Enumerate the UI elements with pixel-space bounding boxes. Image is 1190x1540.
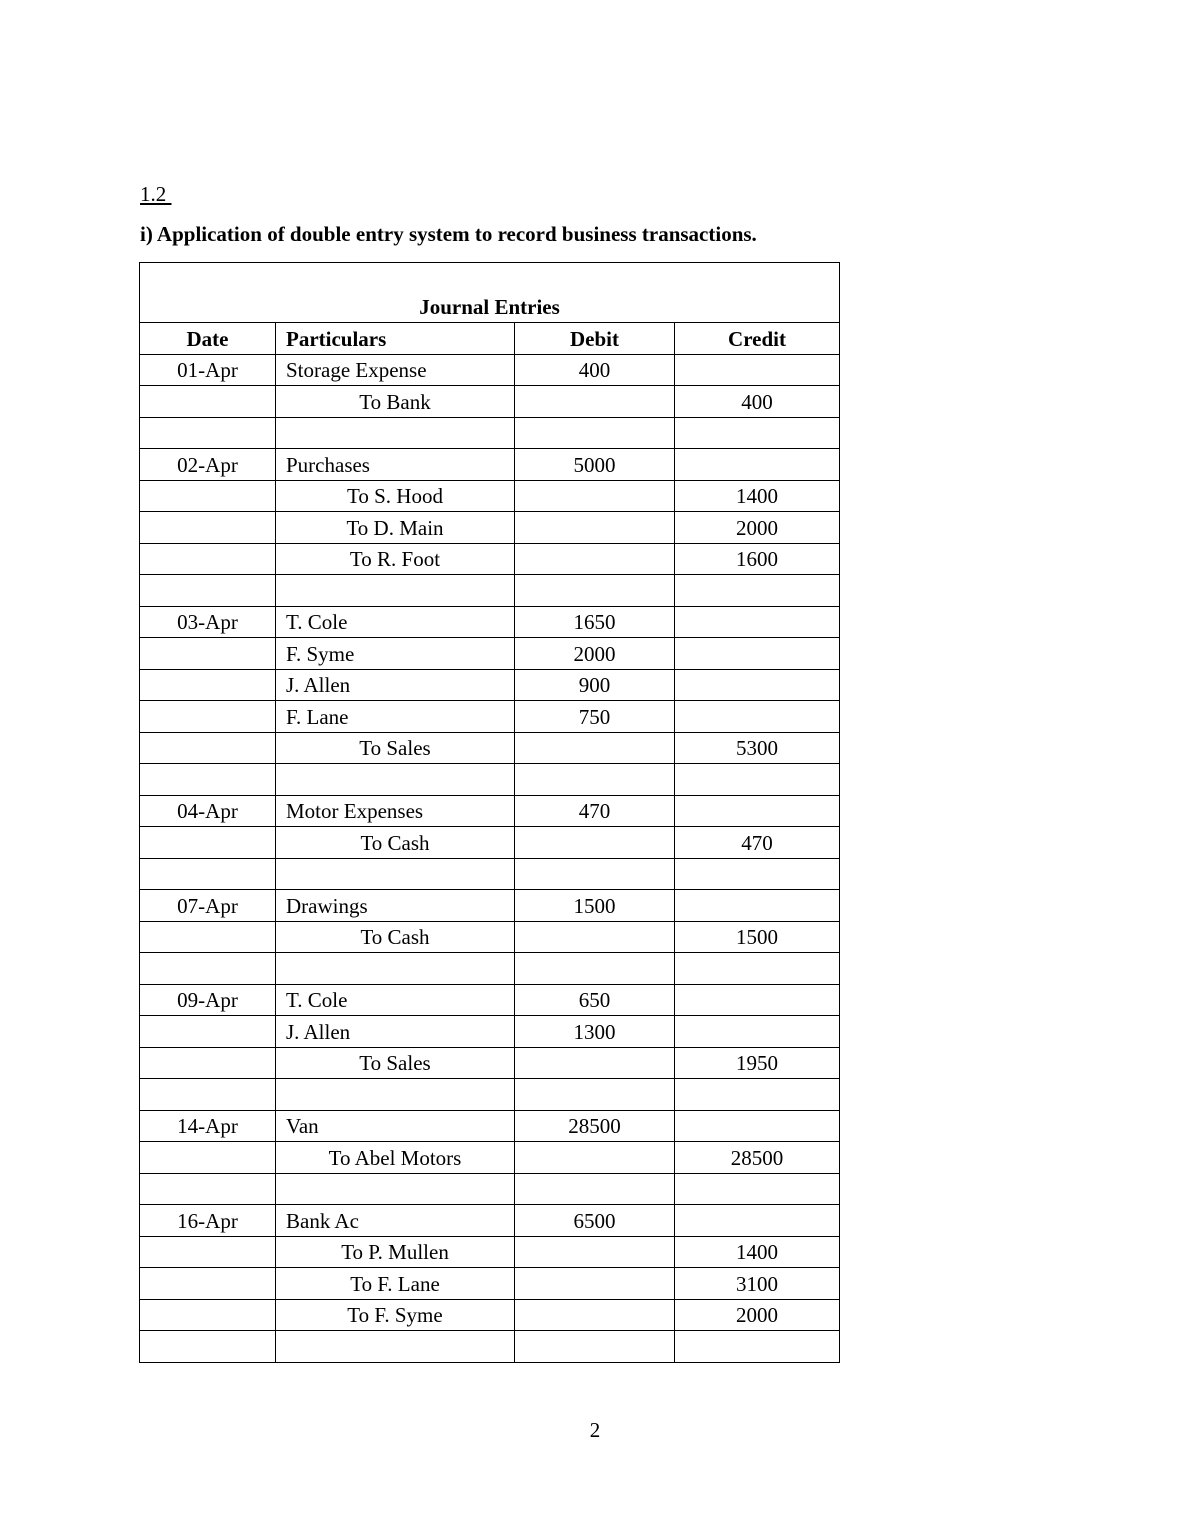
cell-date [140,669,276,701]
column-header-date: Date [140,323,276,355]
cell-particulars: To Bank [276,386,515,418]
cell-credit [675,1079,840,1111]
table-row [140,858,840,890]
cell-particulars: To R. Foot [276,543,515,575]
cell-date [140,543,276,575]
page-number: 2 [589,1418,601,1442]
table-row [140,1142,840,1174]
section-number: 1.2 [140,182,172,206]
table-row [140,543,840,575]
section-heading: i) Application of double entry system to record business transactions. [140,222,757,246]
table-row [140,1047,840,1079]
cell-date [140,386,276,418]
cell-credit [675,606,840,638]
cell-particulars [276,858,515,890]
table-row [140,701,840,733]
cell-credit [675,417,840,449]
cell-date [140,921,276,953]
cell-date [140,1268,276,1300]
column-header-particulars: Particulars [276,323,515,355]
cell-particulars: To D. Main [276,512,515,544]
cell-particulars: Motor Expenses [276,795,515,827]
cell-credit [675,953,840,985]
cell-credit: 5300 [675,732,840,764]
cell-particulars: Van [276,1110,515,1142]
cell-date: 16-Apr [140,1205,276,1237]
cell-particulars: To S. Hood [276,480,515,512]
cell-debit: 470 [515,795,675,827]
table-row [140,1331,840,1363]
cell-date [140,575,276,607]
cell-date: 02-Apr [140,449,276,481]
cell-credit [675,858,840,890]
cell-credit: 1400 [675,480,840,512]
cell-particulars [276,1173,515,1205]
cell-credit [675,984,840,1016]
table-row [140,480,840,512]
cell-debit [515,1047,675,1079]
cell-credit: 2000 [675,512,840,544]
cell-particulars: F. Syme [276,638,515,670]
cell-date [140,1047,276,1079]
cell-particulars [276,953,515,985]
cell-debit [515,1236,675,1268]
table-row [140,512,840,544]
cell-date: 04-Apr [140,795,276,827]
cell-particulars: To Cash [276,921,515,953]
cell-particulars: Drawings [276,890,515,922]
cell-particulars: To Sales [276,1047,515,1079]
cell-credit: 1500 [675,921,840,953]
cell-debit [515,858,675,890]
table-title: Journal Entries [140,263,840,323]
table-row [140,827,840,859]
cell-credit: 400 [675,386,840,418]
cell-date [140,512,276,544]
table-row [140,890,840,922]
table-row [140,764,840,796]
cell-debit [515,480,675,512]
table-row [140,732,840,764]
cell-date [140,953,276,985]
cell-particulars [276,1079,515,1111]
cell-credit: 1950 [675,1047,840,1079]
cell-credit [675,669,840,701]
cell-particulars: J. Allen [276,1016,515,1048]
cell-particulars: T. Cole [276,984,515,1016]
cell-date [140,638,276,670]
cell-credit [675,1016,840,1048]
cell-debit: 1500 [515,890,675,922]
cell-date: 09-Apr [140,984,276,1016]
table-row [140,953,840,985]
cell-date [140,1236,276,1268]
cell-particulars: F. Lane [276,701,515,733]
cell-particulars: To F. Syme [276,1299,515,1331]
cell-debit: 900 [515,669,675,701]
cell-credit: 3100 [675,1268,840,1300]
cell-debit [515,1173,675,1205]
cell-date [140,827,276,859]
cell-date: 03-Apr [140,606,276,638]
journal-entries-table [139,262,840,1363]
cell-credit: 470 [675,827,840,859]
cell-date [140,858,276,890]
cell-debit: 650 [515,984,675,1016]
cell-debit [515,386,675,418]
table-row [140,795,840,827]
cell-particulars: To F. Lane [276,1268,515,1300]
table-row [140,449,840,481]
cell-debit: 750 [515,701,675,733]
cell-credit [675,575,840,607]
cell-debit: 1300 [515,1016,675,1048]
table-row [140,1268,840,1300]
cell-date [140,701,276,733]
cell-credit: 28500 [675,1142,840,1174]
cell-credit [675,701,840,733]
cell-date [140,417,276,449]
cell-credit: 1400 [675,1236,840,1268]
cell-date [140,480,276,512]
cell-particulars: To P. Mullen [276,1236,515,1268]
cell-debit: 5000 [515,449,675,481]
cell-debit [515,1142,675,1174]
cell-debit: 1650 [515,606,675,638]
cell-debit [515,1331,675,1363]
column-header-debit: Debit [515,323,675,355]
cell-debit: 28500 [515,1110,675,1142]
cell-credit [675,1110,840,1142]
table-row [140,1079,840,1111]
cell-date [140,764,276,796]
cell-particulars: T. Cole [276,606,515,638]
cell-credit [675,1331,840,1363]
table-row [140,1299,840,1331]
table-row [140,984,840,1016]
cell-date [140,1142,276,1174]
cell-date: 07-Apr [140,890,276,922]
table-row [140,417,840,449]
cell-particulars [276,575,515,607]
cell-debit [515,921,675,953]
table-row [140,1236,840,1268]
cell-date [140,732,276,764]
cell-particulars [276,764,515,796]
table-row [140,1016,840,1048]
cell-credit [675,1205,840,1237]
cell-particulars [276,417,515,449]
cell-particulars: To Sales [276,732,515,764]
cell-credit [675,354,840,386]
cell-particulars: To Cash [276,827,515,859]
table-row [140,638,840,670]
cell-debit [515,732,675,764]
cell-particulars: To Abel Motors [276,1142,515,1174]
cell-date [140,1299,276,1331]
cell-particulars [276,1331,515,1363]
column-header-credit: Credit [675,323,840,355]
cell-debit [515,575,675,607]
cell-particulars: J. Allen [276,669,515,701]
cell-particulars: Bank Ac [276,1205,515,1237]
table-row [140,921,840,953]
cell-debit [515,1299,675,1331]
cell-debit: 2000 [515,638,675,670]
cell-particulars: Purchases [276,449,515,481]
table-row [140,386,840,418]
cell-debit [515,512,675,544]
cell-debit [515,827,675,859]
table-row [140,1173,840,1205]
cell-debit: 6500 [515,1205,675,1237]
cell-date [140,1173,276,1205]
cell-credit [675,890,840,922]
table-row [140,575,840,607]
cell-date [140,1016,276,1048]
cell-credit: 2000 [675,1299,840,1331]
cell-debit [515,1268,675,1300]
table-row [140,354,840,386]
cell-credit: 1600 [675,543,840,575]
cell-debit: 400 [515,354,675,386]
table-row [140,669,840,701]
cell-debit [515,953,675,985]
cell-particulars: Storage Expense [276,354,515,386]
cell-debit [515,543,675,575]
table-row [140,606,840,638]
cell-date [140,1331,276,1363]
table-row [140,1205,840,1237]
cell-credit [675,1173,840,1205]
journal-rows [140,354,840,1362]
cell-date: 01-Apr [140,354,276,386]
cell-credit [675,449,840,481]
cell-date [140,1079,276,1111]
cell-credit [675,795,840,827]
cell-credit [675,764,840,796]
cell-credit [675,638,840,670]
cell-date: 14-Apr [140,1110,276,1142]
cell-debit [515,1079,675,1111]
cell-debit [515,764,675,796]
table-row [140,1110,840,1142]
cell-debit [515,417,675,449]
